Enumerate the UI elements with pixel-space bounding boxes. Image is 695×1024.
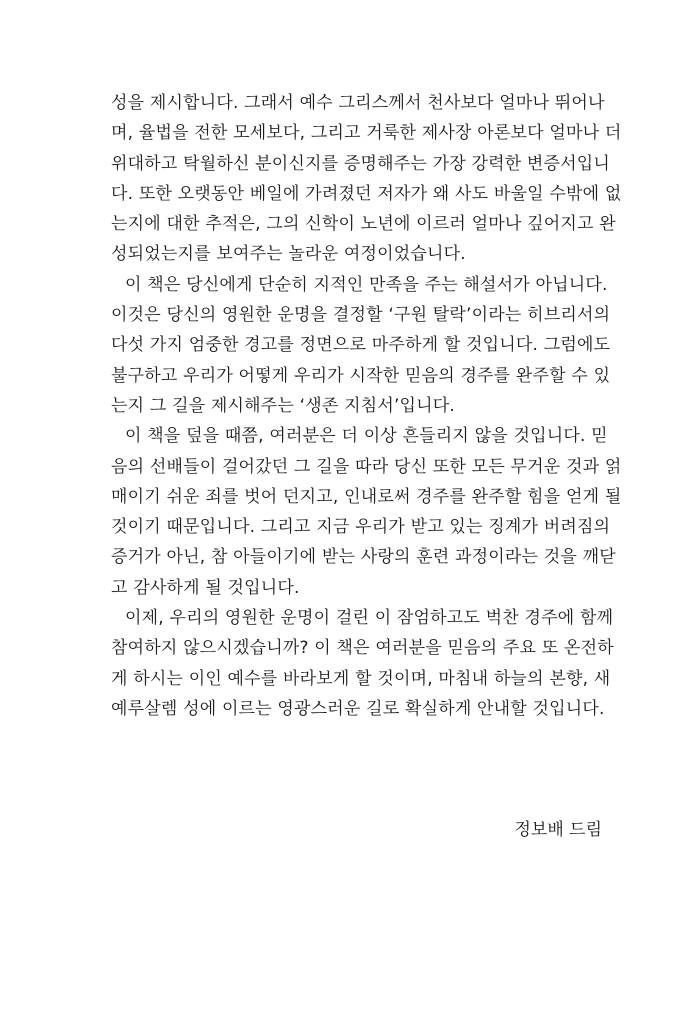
text-line: 이것은 당신의 영원한 운명을 결정할 ‘구원 탈락’이라는 히브리서의 [111,305,611,326]
text-line: 음의 선배들이 걸어갔던 그 길을 따라 당신 또한 모든 무거운 것과 얽 [111,456,622,477]
paragraph-1 [111,88,622,270]
text-line: 참여하지 않으시겠습니까? 이 책은 여러분을 믿음의 주요 또 온전하 [111,638,614,659]
text-line: 며, 율법을 전한 모세보다, 그리고 거룩한 제사장 아론보다 얼마나 더 [111,123,622,144]
text-line: 이 책을 덮을 때쯤, 여러분은 더 이상 흔들리지 않을 것입니다. 믿 [125,426,608,447]
text-line: 예루살렘 성에 이르는 영광스러운 길로 확실하게 안내할 것입니다. [111,698,605,719]
text-line: 다. 또한 오랫동안 베일에 가려졌던 저자가 왜 사도 바울일 수밖에 없 [111,183,622,204]
text-line: 게 하시는 이인 예수를 바라보게 할 것이며, 마침내 하늘의 본향, 새 [111,668,611,689]
text-line: 는지에 대한 추적은, 그의 신학이 노년에 이르러 얼마나 깊어지고 완 [111,214,616,235]
text-line: 증거가 아닌, 참 아들이기에 받는 사랑의 훈련 과정이라는 것을 깨닫 [111,547,616,568]
signature: 정보배 드림 [514,820,602,840]
text-line: 것이기 때문입니다. 그리고 지금 우리가 받고 있는 징계가 버려짐의 [111,517,611,538]
text-line: 다섯 가지 엄중한 경고를 정면으로 마주하게 할 것입니다. 그럼에도 [111,335,611,356]
text-line: 성을 제시합니다. 그래서 예수 그리스께서 천사보다 얼마나 뛰어나 [111,93,605,113]
paragraph-3 [111,421,622,603]
paragraph-4 [111,603,614,724]
text-line: 는지 그 길을 제시해주는 ‘생존 지침서’입니다. [111,395,456,416]
text-line: 불구하고 우리가 어떻게 우리가 시작한 믿음의 경주를 완주할 수 있 [111,365,611,386]
text-line: 고 감사하게 될 것입니다. [111,577,300,598]
document-body [111,88,622,724]
text-line: 이제, 우리의 영원한 운명이 걸린 이 잠엄하고도 벅찬 경주에 함께 [125,608,614,629]
paragraph-2 [111,270,611,421]
text-line: 위대하고 탁월하신 분이신지를 증명해주는 가장 강력한 변증서입니 [111,153,611,174]
text-line: 성되었는지를 보여주는 놀라운 여정이었습니다. [111,244,466,265]
text-line: 매이기 쉬운 죄를 벗어 던지고, 인내로써 경주를 완주할 힘을 얻게 될 [111,486,622,507]
text-line: 이 책은 당신에게 단순히 지적인 만족을 주는 해설서가 아닙니다. [125,274,608,295]
